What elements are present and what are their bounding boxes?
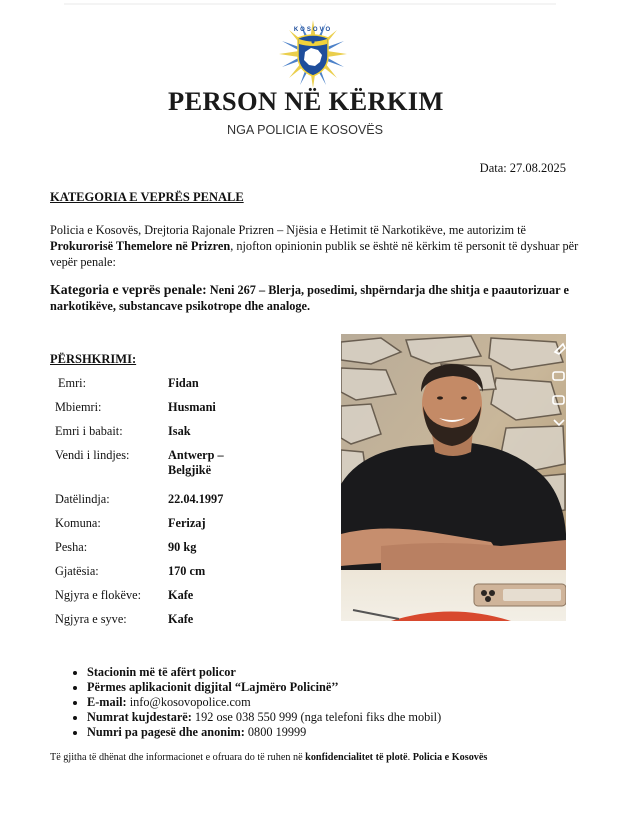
kosovo-police-emblem-icon (277, 16, 349, 88)
contact-value: 192 ose 038 550 999 (nga telefoni fiks dhe mobil) (191, 710, 442, 724)
field-label: Emri: (58, 376, 87, 390)
footer-text-sep: . (407, 752, 413, 763)
contact-label: Stacionin më të afërt policor (87, 665, 236, 679)
confidentiality-footer (50, 752, 487, 763)
table-row (55, 540, 248, 564)
intro-text: Policia e Kosovës, Drejtoria Rajonale Prizren – Njësia e Hetimit të Narkotikëve, me autorizim të (50, 223, 527, 237)
list-item (87, 725, 441, 740)
field-value: Kafe (168, 612, 194, 626)
svg-text:KOSOVO: KOSOVO (293, 27, 333, 33)
description-heading: PËRSHKRIMI: (50, 352, 137, 366)
list-item (87, 695, 441, 710)
field-value: Fidan (168, 376, 199, 390)
field-value: Isak (168, 424, 191, 438)
contact-label: Numri pa pagesë dhe anonim: (87, 725, 245, 739)
category-label: Kategoria e veprës penale: (50, 282, 207, 297)
offense-section-heading: KATEGORIA E VEPRËS PENALE (50, 190, 244, 204)
table-row (55, 564, 248, 588)
field-label: Komuna: (55, 516, 101, 530)
footer-text: Të gjitha të dhënat dhe informacionet e ofruara do të ruhen në (50, 752, 306, 763)
table-row (55, 516, 248, 540)
footer-emphasis: konfidencialitet të plotë (305, 752, 408, 763)
intro-paragraph (50, 222, 590, 270)
table-row (55, 376, 248, 400)
table-row (55, 448, 248, 492)
category-value: Neni 267 – Blerja, posedimi, shpërndarja dhe shitja e paautorizuar e narkotikëve, substancave psikotrope dhe analoge. (50, 283, 569, 313)
footer-signature: Policia e Kosovës (412, 752, 488, 763)
field-value: Ferizaj (168, 516, 206, 530)
field-value: Husmani (168, 400, 216, 414)
field-label: Gjatësia: (55, 564, 99, 578)
offense-category (50, 282, 605, 314)
prosecution-office: Prokurorisë Themelore në Prizren (50, 239, 231, 253)
top-rule (64, 3, 556, 5)
contact-methods-list (67, 665, 441, 740)
contact-label: Numrat kujdestarë: (87, 710, 192, 724)
email-link[interactable]: info@kosovopolice.com (126, 695, 251, 709)
contact-label: Përmes aplikacionit digjital “Lajmëro Policinë’’ (87, 680, 339, 694)
field-label: Datëlindja: (55, 492, 110, 506)
table-row (55, 424, 248, 448)
description-table (55, 376, 248, 636)
intro-text-cont: , njofton opinionin publik se është në kërkim të personit të dyshuar për vepër penale: (50, 239, 579, 269)
contact-label: E-mail: (87, 695, 127, 709)
table-row (55, 492, 248, 516)
field-value: 22.04.1997 (168, 492, 224, 506)
contact-value: 0800 19999 (244, 725, 307, 739)
date-label: Data: (479, 161, 507, 175)
list-item (87, 710, 441, 725)
field-label: Pesha: (55, 540, 88, 554)
table-row (55, 612, 248, 636)
table-row (55, 588, 248, 612)
field-value: Kafe (168, 588, 194, 602)
date-value: 27.08.2025 (509, 161, 566, 175)
field-label: Vendi i lindjes: (55, 448, 130, 462)
list-item (87, 665, 441, 680)
suspect-photo (341, 334, 566, 621)
field-label: Ngjyra e syve: (55, 612, 127, 626)
field-label: Mbiemri: (55, 400, 102, 414)
field-value: 90 kg (168, 540, 197, 554)
field-value: Antwerp – Belgjikë (168, 448, 224, 477)
field-label: Emri i babait: (55, 424, 123, 438)
poster-title: PERSON NË KËRKIM (168, 86, 444, 116)
table-row (55, 400, 248, 424)
poster-subtitle: NGA POLICIA E KOSOVËS (227, 123, 384, 137)
field-value: 170 cm (168, 564, 206, 578)
field-label: Ngjyra e flokëve: (55, 588, 142, 602)
issue-date (477, 161, 566, 176)
list-item (87, 680, 441, 695)
